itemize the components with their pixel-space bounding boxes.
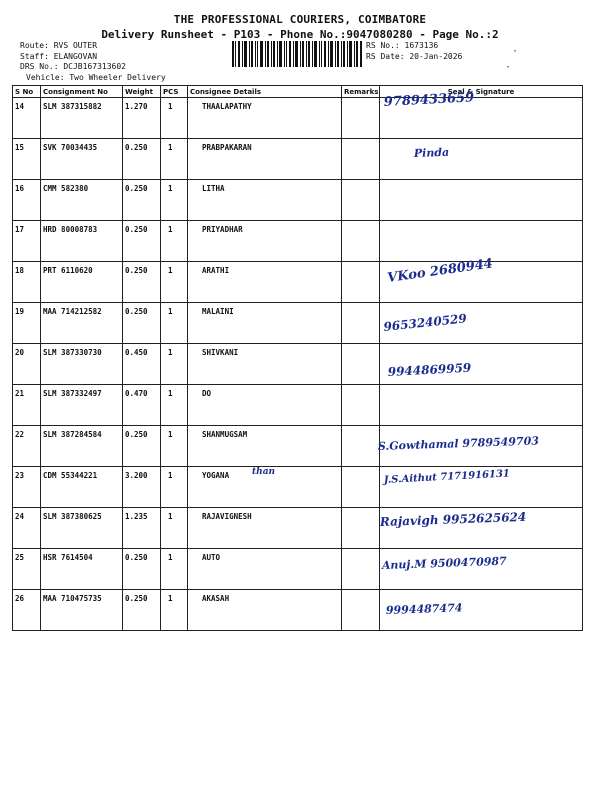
row-sno — [13, 426, 41, 467]
staff-label: Staff: ELANGOVAN — [20, 51, 98, 61]
row-pcs-text: 1 — [168, 471, 173, 480]
row-consignment — [41, 344, 123, 385]
meta-right — [366, 41, 462, 62]
row-weight — [123, 426, 161, 467]
row-sno-text: 26 — [15, 594, 25, 603]
row-weight — [123, 344, 161, 385]
row-consignment — [41, 467, 123, 508]
row-remarks — [342, 221, 380, 262]
vehicle-label: Vehicle: Two Wheeler Delivery — [26, 73, 166, 82]
row-remarks — [342, 508, 380, 549]
row-remarks-text — [344, 426, 377, 430]
row-sno — [13, 590, 41, 631]
row-consignment — [41, 262, 123, 303]
row-pcs-text: 1 — [168, 430, 173, 439]
row-consignee-text: SHIVKANI — [202, 348, 239, 357]
row-weight-text: 0.450 — [125, 348, 148, 357]
row-sno-text: 25 — [15, 553, 25, 562]
row-consignment — [41, 590, 123, 631]
row-consignee — [188, 467, 342, 508]
signature-text: 9994487474 — [385, 601, 463, 617]
row-sno-text: 22 — [15, 430, 25, 439]
row-pcs — [161, 426, 188, 467]
row-pcs — [161, 262, 188, 303]
row-consignee — [188, 303, 342, 344]
row-pcs-text: 1 — [168, 553, 173, 562]
row-consignment — [41, 303, 123, 344]
row-consignment-text: HSR 7614504 — [43, 553, 93, 562]
row-consignment — [41, 221, 123, 262]
handwritten-signature — [374, 256, 594, 308]
row-consignee — [188, 508, 342, 549]
row-pcs — [161, 98, 188, 139]
row-signature — [380, 303, 583, 344]
signature-text: 9944869959 — [387, 360, 472, 379]
mark-dot: · — [505, 62, 512, 73]
row-consignee — [188, 426, 342, 467]
row-pcs — [161, 385, 188, 426]
barcode — [232, 41, 362, 67]
rs-number: RS No.: 1673136 — [366, 41, 439, 50]
handwritten-signature — [374, 543, 594, 595]
row-signature — [377, 426, 583, 467]
runsheet-table — [12, 85, 582, 631]
rs-date: RS Date: 20-Jan-2026 — [366, 51, 463, 61]
handwritten-signature — [374, 420, 594, 472]
row-remarks-text — [344, 344, 377, 348]
table-row — [13, 139, 583, 180]
row-consignment-text: SLM 387330730 — [43, 348, 102, 357]
document-subtitle: Delivery Runsheet - P103 - Phone No.:9047080280 - Page No.:2 — [101, 28, 499, 41]
table-row — [13, 549, 583, 590]
signature-text: 9653240529 — [382, 311, 468, 334]
row-weight-text: 0.250 — [125, 143, 148, 152]
row-weight — [123, 262, 161, 303]
row-signature — [380, 139, 583, 180]
route-label: Route: RVS OUTER — [20, 41, 98, 50]
row-weight — [123, 508, 161, 549]
mark-dot: · — [512, 46, 519, 57]
row-remarks — [342, 344, 380, 385]
row-remarks — [342, 98, 380, 139]
row-remarks — [342, 385, 380, 426]
row-consignment — [41, 98, 123, 139]
row-weight-text: 0.250 — [125, 594, 148, 603]
header-pcs: PCS — [161, 86, 188, 98]
row-consignee — [188, 590, 342, 631]
row-sno — [13, 385, 41, 426]
header-sno: S No — [13, 86, 41, 98]
signature-text: VKoo 2680944 — [386, 256, 494, 286]
row-signature — [380, 221, 583, 262]
row-consignee-text: PRABPAKARAN — [202, 143, 252, 152]
meta-left — [20, 41, 126, 73]
row-remarks-text — [344, 549, 377, 553]
row-pcs-text: 1 — [168, 307, 173, 316]
row-consignee — [188, 98, 342, 139]
row-sno — [13, 467, 41, 508]
row-remarks-text — [344, 590, 377, 594]
row-signature — [380, 344, 583, 385]
row-remarks-text — [344, 508, 377, 512]
row-remarks — [342, 303, 380, 344]
row-pcs — [161, 221, 188, 262]
table-row — [13, 590, 583, 631]
row-remarks — [342, 262, 380, 303]
signature-text: S.Gowthamal 9789549703 — [377, 434, 540, 453]
row-weight — [123, 549, 161, 590]
row-consignment-text: CDM 55344221 — [43, 471, 98, 480]
row-consignee — [188, 549, 342, 590]
row-pcs — [161, 549, 188, 590]
row-weight — [123, 303, 161, 344]
row-remarks-text — [344, 221, 377, 225]
row-consignee-text: PRIYADHAR — [202, 225, 243, 234]
row-pcs-text: 1 — [168, 389, 173, 398]
header-consignment: Consignment No — [41, 86, 123, 98]
row-weight-text: 0.250 — [125, 225, 148, 234]
signature-text: Anuj.M 9500470987 — [381, 554, 507, 572]
row-pcs — [161, 180, 188, 221]
row-signature — [380, 256, 583, 303]
handwritten-signature — [374, 338, 594, 390]
row-consignee-text: AKASAH — [202, 594, 230, 603]
row-pcs — [161, 344, 188, 385]
row-consignment — [41, 508, 123, 549]
row-sno — [13, 139, 41, 180]
row-signature — [380, 549, 583, 590]
row-weight — [123, 467, 161, 508]
row-sno-text: 18 — [15, 266, 25, 275]
signature-text: J.S.Aithut 7171916131 — [383, 468, 511, 486]
row-remarks-text — [344, 139, 377, 143]
row-remarks-text — [344, 303, 377, 307]
row-sno — [13, 303, 41, 344]
table-row — [13, 385, 583, 426]
handwritten-signature — [374, 297, 594, 349]
row-pcs-text: 1 — [168, 348, 173, 357]
table-header-row — [13, 86, 583, 98]
row-pcs-text: 1 — [168, 266, 173, 275]
row-pcs — [161, 508, 188, 549]
row-weight-text: 1.235 — [125, 512, 148, 521]
row-remarks — [342, 180, 380, 221]
handwritten-signature — [374, 133, 594, 185]
table-row — [13, 98, 583, 139]
signature-text: Pinda — [413, 145, 450, 160]
row-consignment-text: SLM 387284584 — [43, 430, 102, 439]
row-sno — [13, 262, 41, 303]
row-consignee-text: THAALAPATHY — [202, 102, 252, 111]
row-signature — [380, 508, 583, 549]
row-sno — [13, 508, 41, 549]
row-consignment-text: MAA 714212582 — [43, 307, 102, 316]
row-sno — [13, 180, 41, 221]
row-weight — [123, 590, 161, 631]
row-pcs-text: 1 — [168, 594, 173, 603]
row-remarks-text — [344, 467, 377, 471]
row-sno — [13, 549, 41, 590]
row-pcs-text: 1 — [168, 512, 173, 521]
row-consignment-text: HRD 80008783 — [43, 225, 98, 234]
row-sno-text: 14 — [15, 102, 25, 111]
row-remarks — [342, 139, 380, 180]
row-signature — [380, 590, 583, 631]
table-row — [13, 426, 583, 467]
row-consignment-text: SLM 387332497 — [43, 389, 102, 398]
row-consignment — [41, 426, 123, 467]
row-weight-text: 0.250 — [125, 184, 148, 193]
row-consignee — [188, 344, 342, 385]
handwritten-signature — [374, 92, 594, 144]
row-weight-text: 0.250 — [125, 430, 148, 439]
row-sno — [13, 221, 41, 262]
row-sno — [13, 344, 41, 385]
row-remarks-text — [344, 180, 377, 184]
row-consignment-text: SLM 387380625 — [43, 512, 102, 521]
row-sno-text: 24 — [15, 512, 25, 521]
row-consignment-text: SLM 387315882 — [43, 102, 102, 111]
table-row — [13, 467, 583, 508]
row-sno-text: 15 — [15, 143, 25, 152]
row-weight-text: 1.270 — [125, 102, 148, 111]
row-consignee-text: MALAINI — [202, 307, 234, 316]
signature-text: 9789433659 — [383, 90, 475, 110]
table-row — [13, 303, 583, 344]
table-row — [13, 508, 583, 549]
row-consignee — [188, 139, 342, 180]
header-weight: Weight — [123, 86, 161, 98]
row-pcs — [161, 590, 188, 631]
row-consignee-text: RAJAVIGNESH — [202, 512, 252, 521]
handwritten-consignee-note: than — [252, 467, 276, 477]
table-row — [13, 262, 583, 303]
row-remarks-text — [344, 385, 377, 389]
handwritten-signature — [374, 502, 594, 554]
row-consignment — [41, 180, 123, 221]
row-sno-text: 20 — [15, 348, 25, 357]
row-remarks — [342, 590, 380, 631]
row-sno — [13, 98, 41, 139]
row-weight-text: 0.470 — [125, 389, 148, 398]
table-row — [13, 221, 583, 262]
row-consignment-text: PRT 6110620 — [43, 266, 93, 275]
row-consignee — [188, 385, 342, 426]
row-weight-text: 0.250 — [125, 307, 148, 316]
row-weight-text: 0.250 — [125, 266, 148, 275]
table-row — [13, 344, 583, 385]
row-pcs-text: 1 — [168, 102, 173, 111]
row-remarks — [342, 467, 380, 508]
row-sno-text: 17 — [15, 225, 25, 234]
row-consignment — [41, 549, 123, 590]
row-sno-text: 19 — [15, 307, 25, 316]
row-weight-text: 0.250 — [125, 553, 148, 562]
row-signature — [380, 180, 583, 221]
row-consignee-text: SHANMUGSAM — [202, 430, 248, 439]
row-consignee-text: DO — [202, 389, 212, 398]
row-signature — [380, 467, 583, 508]
row-consignee — [188, 221, 342, 262]
row-pcs-text: 1 — [168, 143, 173, 152]
row-pcs-text: 1 — [168, 225, 173, 234]
row-consignee-text: AUTO — [202, 553, 221, 562]
row-remarks-text — [344, 262, 377, 266]
row-consignment — [41, 139, 123, 180]
table-row — [13, 180, 583, 221]
header-signature: Seal & Signature — [380, 86, 583, 98]
drs-label: DRS No.: DCJB167313602 — [20, 62, 126, 71]
row-consignment-text: CMM 582380 — [43, 184, 89, 193]
row-remarks-text — [344, 98, 377, 102]
row-consignment-text: MAA 710475735 — [43, 594, 102, 603]
row-sno-text: 23 — [15, 471, 25, 480]
row-weight — [123, 221, 161, 262]
row-weight-text: 3.200 — [125, 471, 148, 480]
row-consignee-text: LITHA — [202, 184, 225, 193]
row-consignment-text: SVK 70034435 — [43, 143, 98, 152]
row-consignee — [188, 180, 342, 221]
row-consignment — [41, 385, 123, 426]
row-pcs-text: 1 — [168, 184, 173, 193]
document-title: THE PROFESSIONAL COURIERS, COIMBATORE — [173, 13, 427, 26]
row-weight — [123, 385, 161, 426]
row-pcs — [161, 139, 188, 180]
header-remarks: Remarks — [342, 86, 380, 98]
row-sno-text: 16 — [15, 184, 25, 193]
row-sno-text: 21 — [15, 389, 25, 398]
row-weight — [123, 98, 161, 139]
row-pcs — [161, 467, 188, 508]
row-remarks — [342, 549, 380, 590]
row-consignee-text: YOGANA — [202, 471, 230, 480]
handwritten-signature — [374, 461, 594, 513]
handwritten-signature — [374, 584, 594, 636]
row-signature — [380, 385, 583, 426]
row-weight — [123, 139, 161, 180]
row-consignee — [188, 262, 342, 303]
row-weight — [123, 180, 161, 221]
row-consignee-text: ARATHI — [202, 266, 230, 275]
header-consignee: Consignee Details — [188, 86, 342, 98]
signature-text: Rajavigh 9952625624 — [379, 509, 527, 529]
row-remarks — [342, 426, 380, 467]
row-pcs — [161, 303, 188, 344]
